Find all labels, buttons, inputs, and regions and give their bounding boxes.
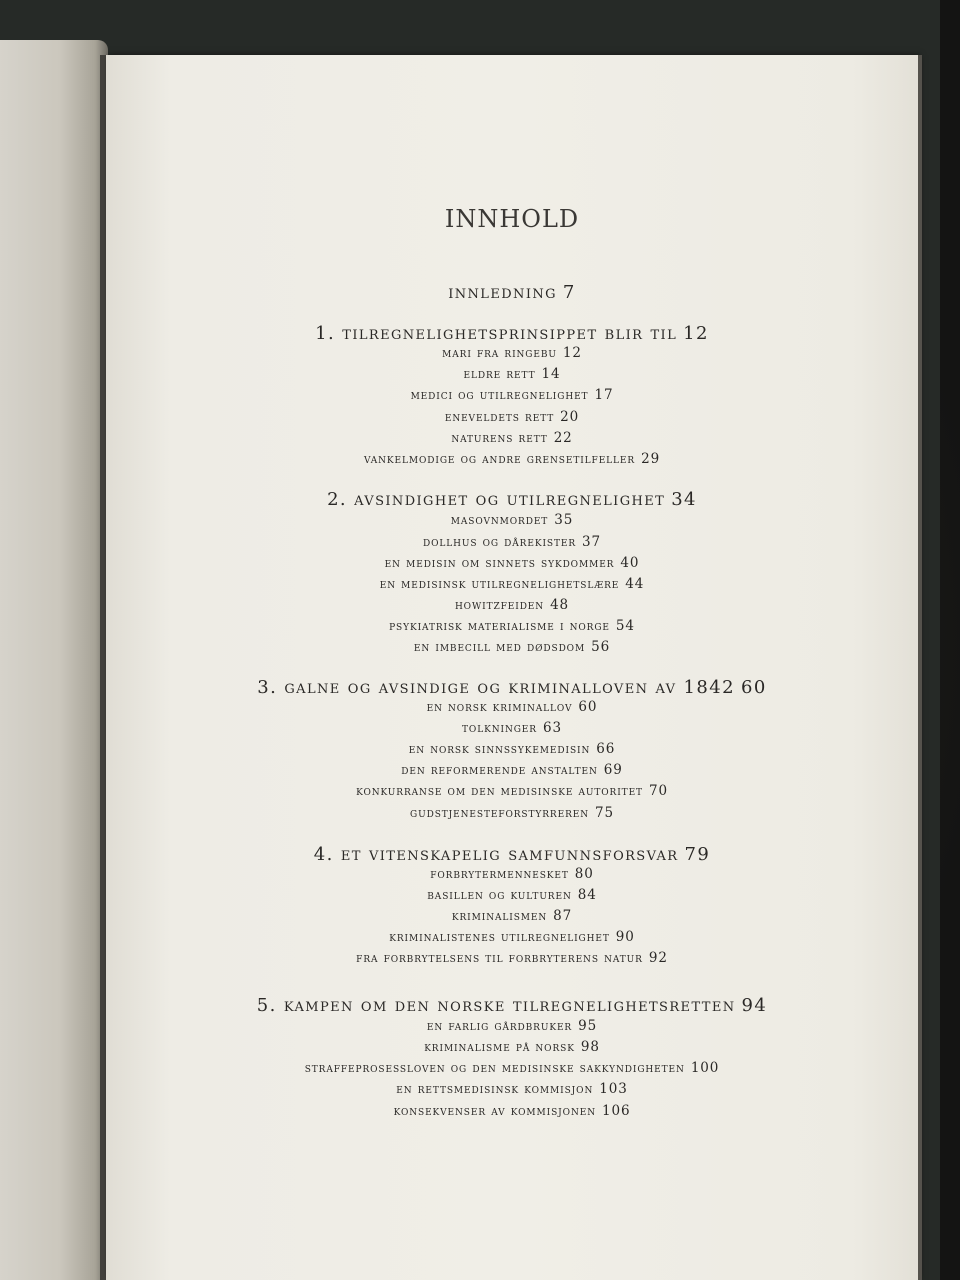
toc-section [106,783,918,799]
toc-page-number: 92 [648,950,668,966]
toc-label: en medisinsk utilregnelighetslære [379,576,620,592]
toc-label: kriminalistenes utilregnelighet [389,929,610,945]
toc-section [106,805,918,821]
toc-label: 5. kampen om den norske tilregnelighetsretten [256,995,736,1016]
toc-label: 2. avsindighet og utilregnelighet [327,489,666,510]
toc-section [106,366,918,382]
toc-chapter [106,489,918,510]
toc-page-number: 79 [684,844,711,865]
toc-section [106,1018,918,1034]
toc-label: en rettsmedisinsk kommisjon [396,1081,594,1097]
toc-label: eneveldets rett [444,409,555,425]
toc-page-number: 75 [595,805,614,821]
toc-page-number: 14 [541,366,561,382]
toc-page-number: 70 [648,783,668,799]
toc-label: mari fra ringebu [442,345,557,361]
toc-section [106,1081,918,1097]
toc-section [106,430,918,446]
toc-page-number: 17 [594,387,614,403]
toc-page-number: 80 [574,866,594,882]
toc-label: medici og utilregnelighet [410,387,589,403]
toc-section [106,555,918,571]
toc-section [106,451,918,467]
toc-page-number: 63 [542,720,562,736]
toc-page-number: 60 [578,699,598,715]
toc-page-number: 34 [671,489,697,510]
toc-label: en medisin om sinnets sykdommer [384,555,615,571]
toc-label: en farlig gårdbruker [426,1018,573,1034]
toc-label: tolkninger [462,720,537,736]
toc-label: forbrytermennesket [430,866,569,882]
toc-section [106,387,918,403]
toc-label: 4. et vitenskapelig samfunnsforsvar [313,844,679,865]
toc-chapter [106,323,918,344]
toc-label: eldre rett [463,366,536,382]
toc-chapter [106,844,918,865]
toc-label: masovnmordet [450,512,549,528]
toc-page-number: 69 [603,762,623,778]
toc-label: 3. galne og avsindige og kriminalloven av 1842 [257,677,735,698]
toc-page-number: 22 [553,430,573,446]
toc-page-number: 100 [690,1060,720,1076]
toc-section [106,345,918,361]
toc-label: basillen og kulturen [427,887,572,903]
toc-section [106,1060,918,1076]
toc-label: 1. tilregnelighetsprinsippet blir til [315,323,678,344]
toc-section [106,1103,918,1119]
toc-page-number: 54 [615,618,635,634]
toc-section [106,720,918,736]
toc-page-number: 60 [740,677,767,698]
toc-page-number: 87 [553,908,573,924]
toc-section [106,950,918,966]
toc-label: gudstjenesteforstyrreren [410,805,589,821]
toc-label: en imbecill med dødsdom [413,639,586,655]
toc-label: psykiatrisk materialisme i norge [389,618,610,634]
toc-section [106,929,918,945]
toc-page-number: 103 [599,1081,628,1097]
toc-label: dollhus og dårekister [422,534,577,550]
toc-label: kriminalisme på norsk [424,1039,575,1055]
toc-page-number: 40 [620,555,640,571]
toc-section [106,409,918,425]
toc-chapter [106,677,918,698]
toc-section [106,908,918,924]
toc-section [106,534,918,550]
toc-page-number: 44 [625,576,645,592]
toc-page-number: 48 [550,597,570,613]
book-page [106,55,918,1280]
toc-page-number: 106 [601,1103,631,1119]
toc-label: innledning [448,282,557,303]
toc-section [106,699,918,715]
toc-label: howitzfeiden [454,597,545,613]
toc-page-number: 29 [641,451,661,467]
toc-page-number: 90 [615,929,635,945]
toc-page-number: 94 [741,995,768,1016]
toc-label: fra forbrytelsens til forbryterens natur [356,950,643,966]
toc-label: konsekvenser av kommisjonen [393,1103,596,1119]
toc-page-number: 35 [554,512,574,528]
toc-page-number: 66 [596,741,616,757]
toc-page-number: 95 [578,1018,598,1034]
toc-page-number: 37 [582,534,602,550]
toc-chapter [106,995,918,1016]
toc-page-number: 12 [562,345,582,361]
toc-page-number: 7 [562,282,576,303]
toc-label: straffeprosessloven og den medisinske sakkyndigheten [304,1060,685,1076]
toc-section [106,618,918,634]
toc-section [106,1039,918,1055]
toc-label: naturens rett [451,430,548,446]
toc-section [106,887,918,903]
toc-label: den reformerende anstalten [401,762,598,778]
toc-page-number: 56 [591,639,611,655]
toc-section [106,576,918,592]
toc-page-number: 12 [683,323,709,344]
toc-section [106,741,918,757]
toc-label: vankelmodige og andre grensetilfeller [363,451,636,467]
toc-section [106,512,918,528]
toc-label: kriminalismen [451,908,548,924]
page-title: INNHOLD [444,205,580,233]
toc-page-number: 84 [577,887,597,903]
toc-section [106,639,918,655]
toc-label: en norsk sinnssykemedisin [408,741,591,757]
toc-label: konkurranse om den medisinske autoritet [356,783,643,799]
page-edge [918,55,922,1280]
toc-label: en norsk kriminallov [426,699,573,715]
toc-section [106,866,918,882]
left-page [0,40,108,1280]
toc-section [106,597,918,613]
toc-page-number: 20 [560,409,580,425]
toc-page-number: 98 [580,1039,600,1055]
toc-chapter [106,282,918,303]
toc-section [106,762,918,778]
